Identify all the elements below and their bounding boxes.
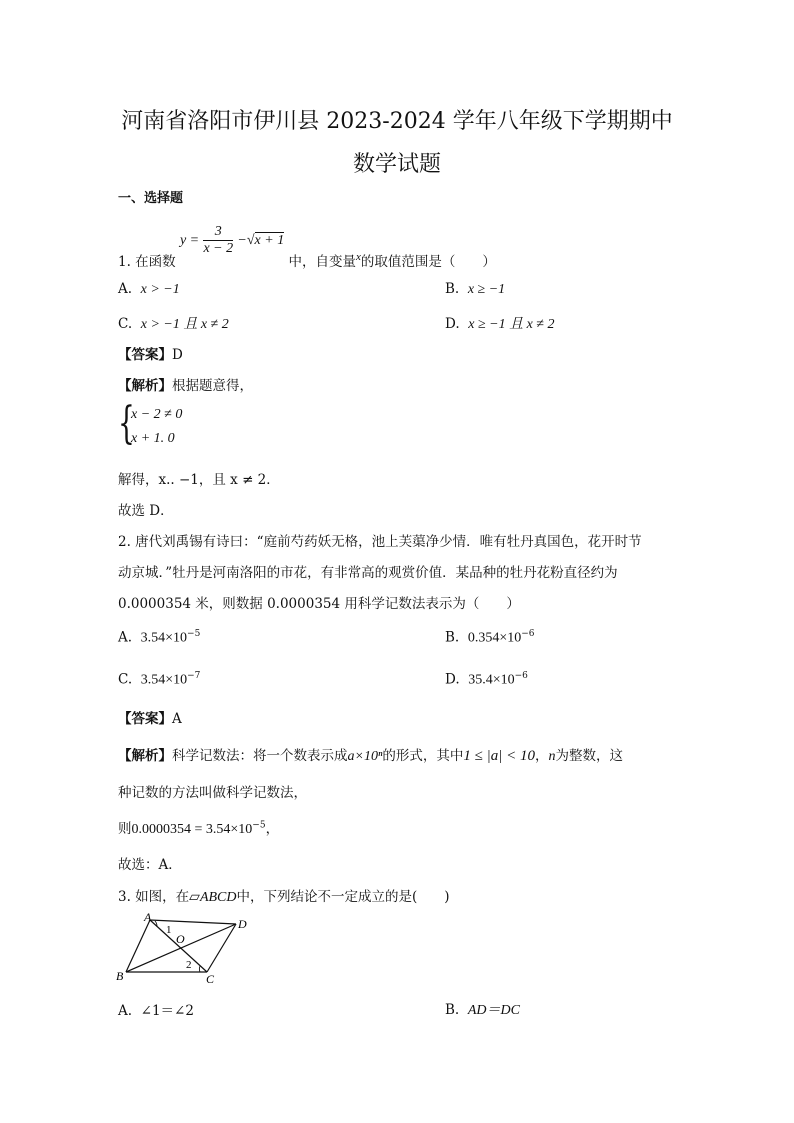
vertex-d-label: D	[238, 917, 247, 931]
q2-option-c-label: C.	[118, 671, 133, 688]
q2-option-a-exp: −5	[187, 629, 201, 639]
q1-analysis-text: 根据题意得，	[172, 378, 253, 394]
q1-system-brace-icon: {	[118, 398, 135, 449]
q2-answer: A	[172, 711, 182, 727]
q1-option-b-label: B.	[445, 281, 460, 297]
q1-option-d-text: x ≥ −1 且 x ≠ 2	[468, 317, 555, 332]
q2-answer-line	[118, 707, 182, 727]
angle-2-label: 2	[186, 959, 192, 971]
q1-frac-num: 3	[203, 224, 233, 241]
q2-option-d-label: D.	[445, 671, 460, 688]
vertex-b-label: B	[116, 969, 124, 983]
q1-suffix: 中，自变量	[288, 254, 357, 270]
q3-stem	[118, 885, 450, 906]
q2-analysis-range: 1 ≤ |a| < 10	[463, 748, 535, 764]
q2-analysis-a: 科学记数法：将一个数表示成	[172, 748, 348, 764]
q1-analysis-tag: 【解析】	[118, 378, 172, 394]
q1-option-c-label: C.	[118, 316, 133, 332]
q3-option-a-text: ∠1＝∠2	[140, 1003, 194, 1019]
q1-system-line2: x + 1. 0	[131, 431, 175, 446]
q1-fraction	[203, 224, 233, 257]
q1-option-a-text: x > −1	[140, 282, 180, 297]
q1-answer-line	[118, 343, 183, 363]
diagonal-ac	[150, 920, 207, 972]
q1-system-line1: x − 2 ≠ 0	[131, 407, 183, 422]
vertex-c-label: C	[206, 972, 215, 986]
q1-analysis-line	[118, 374, 253, 394]
q1-sqrt-body: x + 1	[254, 233, 285, 248]
q2-analysis-line1	[118, 744, 623, 765]
q2-option-b[interactable]	[445, 629, 535, 647]
q3-option-b[interactable]	[445, 999, 520, 1019]
side-ba	[126, 920, 150, 972]
q3-option-a-label: A.	[118, 1003, 133, 1019]
side-dc	[207, 924, 236, 972]
q2-analysis-b: 的形式，其中	[382, 748, 464, 764]
q2-then-suffix: ，	[265, 821, 280, 837]
q2-analysis-tag: 【解析】	[118, 748, 172, 764]
q2-option-b-exp: −6	[521, 629, 535, 639]
q2-then-exp: −5	[252, 820, 266, 831]
q2-option-d-base: 35.4×10	[468, 672, 515, 688]
q1-prefix: 1. 在函数	[118, 254, 176, 270]
q1-option-a[interactable]	[118, 281, 180, 298]
q2-then-expr: 0.0000354 = 3.54×10	[131, 822, 253, 837]
q1-minus: −	[237, 233, 247, 248]
q2-option-a-label: A.	[118, 629, 133, 646]
q3-option-a[interactable]	[118, 999, 194, 1019]
document-title-line2: 数学试题	[352, 152, 441, 177]
center-o-label: O	[176, 932, 185, 946]
q1-solve-line: 解得，x.. −1，且 x ≠ 2．	[118, 472, 280, 488]
q2-option-b-base: 0.354×10	[467, 630, 522, 646]
q2-then-prefix: 则	[118, 821, 132, 837]
q2-option-d-exp: −6	[514, 671, 528, 681]
q3-shape: ▱ABCD	[189, 890, 237, 905]
q1-choose-line: 故选 D．	[118, 503, 174, 519]
q1-answer-tag: 【答案】	[118, 347, 172, 363]
q2-choose-line: 故选：A．	[118, 857, 182, 873]
angle-2-arc	[199, 966, 200, 972]
parallelogram-figure	[114, 910, 254, 986]
q1-function	[180, 224, 284, 257]
q2-analysis-math: a×10ⁿ	[347, 749, 383, 764]
q2-analysis-c: ，	[534, 748, 549, 764]
question-1-stem	[118, 224, 496, 270]
q1-option-c[interactable]	[118, 313, 229, 333]
q1-option-d[interactable]	[445, 313, 554, 333]
q3-suffix: 中，下列结论不一定成立的是( )	[236, 889, 450, 905]
q1-sqrt-icon: √	[246, 233, 255, 248]
vertex-a-label: A	[144, 910, 152, 924]
q2-stem-line2: 动京城．”牡丹是河南洛阳的市花，有非常高的观赏价值．某品种的牡丹花粉直径约为	[118, 565, 618, 581]
q2-answer-tag: 【答案】	[118, 711, 172, 727]
q1-var-x: x	[356, 251, 361, 263]
q2-option-c-exp: −7	[187, 671, 201, 681]
q1-option-b[interactable]	[445, 281, 505, 298]
q2-option-a[interactable]	[118, 629, 200, 647]
q1-frac-den: x − 2	[203, 241, 234, 256]
q2-option-d[interactable]	[445, 671, 528, 689]
q1-option-c-text: x > −1 且 x ≠ 2	[140, 317, 229, 332]
q1-y-eq: y =	[179, 233, 200, 248]
q1-option-a-label: A.	[118, 281, 133, 297]
q3-option-b-text: AD＝DC	[467, 1003, 520, 1018]
q2-analysis-line2: 种记数的方法叫做科学记数法，	[118, 785, 307, 801]
q2-stem-line3: 0.0000354 米，则数据 0.0000354 用科学记数法表示为（ ）	[118, 596, 520, 612]
q3-option-b-label: B.	[445, 1002, 460, 1018]
document-title-line1: 河南省洛阳市伊川县 2023-2024 学年八年级下学期期中	[121, 109, 673, 134]
q1-option-d-label: D.	[445, 316, 460, 332]
section-heading: 一、选择题	[118, 191, 184, 206]
q1-answer: D	[172, 347, 183, 363]
q2-then-line	[118, 817, 279, 838]
q3-prefix: 3. 如图，在	[118, 889, 190, 905]
q1-suffix2: 的取值范围是（ ）	[360, 254, 496, 270]
q2-analysis-n: n	[548, 749, 556, 764]
q2-stem-line1: 2. 唐代刘禹锡有诗曰：“庭前芍药妖无格，池上芙蕖净少情．唯有牡丹真国色，花开时节	[118, 534, 642, 550]
q2-option-a-base: 3.54×10	[140, 630, 188, 646]
q1-option-b-text: x ≥ −1	[467, 282, 506, 297]
angle-1-label: 1	[166, 924, 172, 936]
q2-option-b-label: B.	[445, 629, 460, 646]
q2-analysis-d: 为整数，这	[555, 748, 623, 764]
q2-option-c-base: 3.54×10	[140, 672, 188, 688]
q2-option-c[interactable]	[118, 671, 200, 689]
side-ad	[150, 920, 236, 924]
